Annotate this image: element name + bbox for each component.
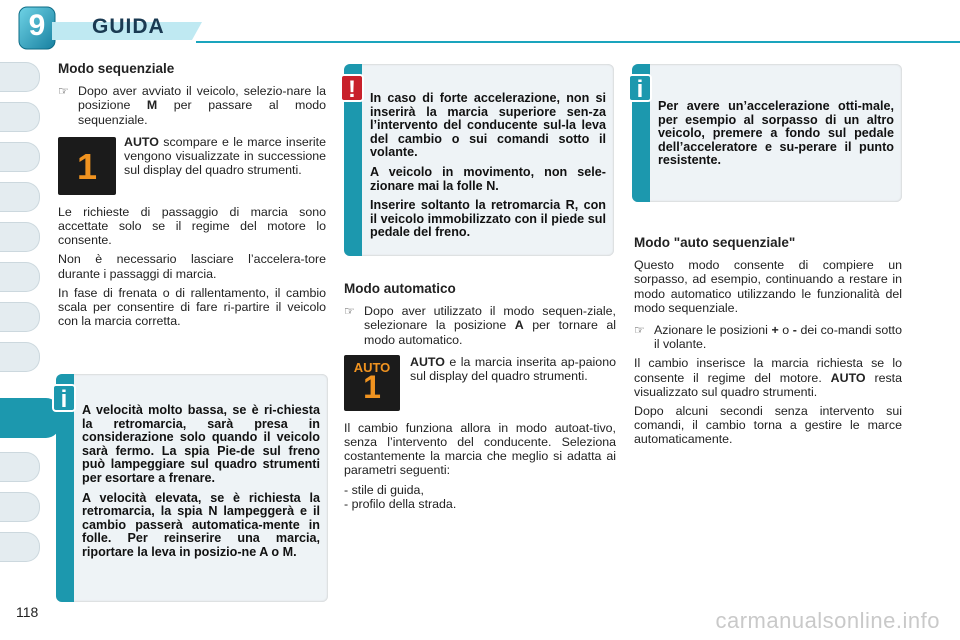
- page-number: 118: [16, 604, 39, 620]
- section-title: Modo automatico: [344, 281, 456, 296]
- bullet-text: Dopo aver avviato il veicolo, selezio-nare la posizione M per passare al modo sequenziale.: [78, 84, 326, 127]
- watermark: carmanualsonline.info: [715, 608, 940, 633]
- chapter-tab[interactable]: [0, 452, 40, 482]
- chapter-tab[interactable]: [0, 262, 40, 292]
- pointing-hand-icon: ☞: [58, 84, 69, 99]
- chapter-number: 9: [28, 9, 46, 42]
- warning-box: [344, 64, 614, 256]
- chapter-tab[interactable]: [0, 342, 40, 372]
- pointing-hand-icon: ☞: [344, 304, 355, 319]
- chapter-tab[interactable]: [0, 302, 40, 332]
- chapter-tab[interactable]: [0, 532, 40, 562]
- section-title: Modo sequenziale: [58, 61, 175, 76]
- chapter-tab[interactable]: [0, 182, 40, 212]
- paragraph: Il cambio inserisce la marcia richiesta se lo consente il regime del motore. AUTO resta visualizzato sul quadro strumenti.: [634, 356, 902, 399]
- chapter-tab[interactable]: [0, 492, 40, 522]
- pointing-hand-icon: ☞: [634, 323, 645, 338]
- instruction-bullet: [634, 323, 902, 351]
- gear-display-text: AUTO scompare e le marce inserite vengono visualizzate in successione sul display del quadro strumenti.: [124, 134, 326, 178]
- instruction-bullet: [344, 304, 616, 347]
- gear-display-row: [58, 135, 326, 195]
- info-icon: i: [628, 74, 652, 102]
- gear-display-icon: [58, 137, 116, 195]
- auto-gear-display-icon: [344, 355, 400, 411]
- info-box: [632, 64, 902, 202]
- paragraph: Dopo alcuni secondi senza intervento sui comandi, il cambio torna a gestire le marce automaticamente.: [634, 404, 902, 447]
- info-box: [56, 374, 328, 602]
- paragraph: In fase di frenata o di rallentamento, il cambio scala per consentire di fare ri-partire il veicolo con la marcia corretta.: [58, 285, 326, 329]
- right-column: [634, 236, 902, 452]
- info-text: A velocità molto bassa, se è ri-chiesta la retromarcia, sarà presa in considerazione solo quando il veicolo sarà fermo. La spia Pie-de sul freno può lampeggiare sul quadro strumenti per esortare a frenare. A velocità elevata, se è richiesta la retromarcia, la spia N lampeggerà e il cambio passerà automatica-mente in folle. Per reinserire una marcia, riportare la leva in posizio-ne A o M.: [82, 403, 320, 559]
- chapter-tab[interactable]: [0, 222, 40, 252]
- warning-text: In caso di forte accelerazione, non si inserirà la marcia superiore sen-za l’intervento del conducente sul-la leva del cambio o sui comandi sotto il volante. A veicolo in movimento, non sele-zionare mai la folle N. Inserire soltanto la retromarcia R, con il veicolo immobilizzato con il piede sul pedale del freno.: [370, 91, 606, 240]
- chapter-tab-active[interactable]: [0, 398, 60, 438]
- paragraph: Non è necessario lasciare l’accelera-tore durante i passaggi di marcia.: [58, 252, 326, 281]
- list-item: - profilo della strada.: [344, 496, 457, 511]
- info-text: Per avere un’accelerazione otti-male, per esempio al sorpasso di un altro veicolo, premere a fondo sul pedale dell’acceleratore e su-perare il punto resistente.: [658, 99, 894, 168]
- list-item: - stile di guida,: [344, 482, 424, 497]
- auto-display-row: [344, 355, 616, 411]
- paragraph: Le richieste di passaggio di marcia sono accettate solo se il regime del motore lo consente.: [58, 204, 326, 248]
- paragraph: Il cambio funziona allora in modo autoat-tivo, senza l’intervento del conducente. Seleziona costantemente la marcia che meglio si adatta ai parametri seguenti:: [344, 420, 616, 478]
- chapter-tab[interactable]: [0, 62, 40, 92]
- chapter-tab[interactable]: [0, 142, 40, 172]
- middle-column: [344, 282, 616, 511]
- warning-icon: !: [340, 74, 364, 102]
- gear-number: 1: [363, 368, 381, 405]
- gear-number: 1: [76, 145, 98, 187]
- left-column: [58, 62, 326, 333]
- bullet-text: Azionare le posizioni + o - dei co-mandi sotto il volante.: [654, 323, 902, 352]
- auto-label: AUTO: [353, 359, 391, 375]
- section-title: Modo "auto sequenziale": [634, 235, 796, 250]
- bullet-text: Dopo aver utilizzato il modo sequen-ziale, selezionare la posizione A per tornare al modo automatico.: [364, 304, 616, 347]
- chapter-tab[interactable]: [0, 102, 40, 132]
- info-icon: i: [52, 384, 76, 412]
- instruction-bullet: [58, 84, 326, 127]
- page-title: GUIDA: [92, 15, 165, 38]
- header-rule: [196, 41, 960, 43]
- paragraph: Questo modo consente di compiere un sorpasso, ad esempio, continuando a restare in modo automatico utilizzando le funzionalità del modo sequenziale.: [634, 258, 902, 315]
- auto-display-text: AUTO e la marcia inserita ap-paiono sul display del quadro strumenti.: [410, 354, 616, 384]
